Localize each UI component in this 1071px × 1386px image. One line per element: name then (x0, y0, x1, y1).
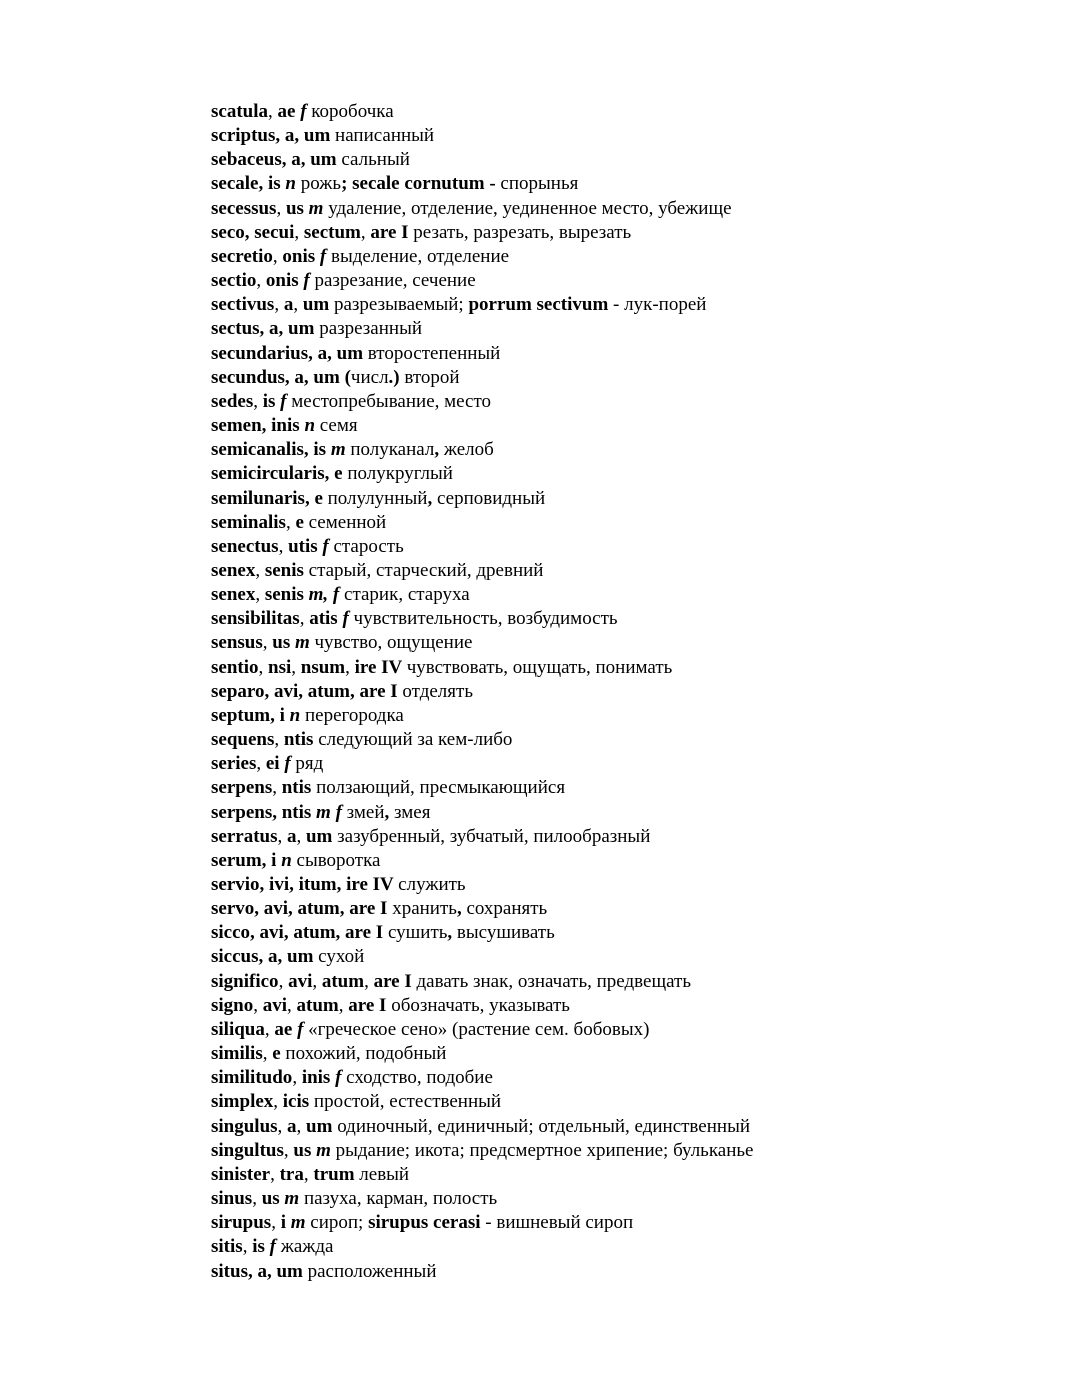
entry-segment: ряд (295, 753, 324, 775)
entry-segment: ae (277, 101, 301, 122)
entry-segment: similitudo (211, 1067, 293, 1089)
entry-segment: singultus (211, 1139, 284, 1161)
entry-segment: , (384, 801, 395, 823)
entry-segment: перегородка (304, 704, 404, 726)
dictionary-entry (211, 124, 1031, 148)
entry-segment: f (280, 390, 292, 412)
dictionary-entry (211, 1018, 1031, 1042)
entry-segment: высушивать (456, 922, 555, 944)
dictionary-entry (211, 438, 1031, 462)
entry-segment: , (293, 294, 303, 316)
entry-segment: ползающий, пресмыкающийся (316, 777, 566, 799)
entry-segment: senex (211, 584, 256, 606)
entry-segment: seminalis (211, 511, 286, 533)
entry-segment: , (270, 1163, 280, 1185)
entry-segment: , (262, 1043, 273, 1065)
entry-segment: , (456, 898, 467, 920)
entry-segment: f (319, 245, 331, 267)
dictionary-entry (211, 631, 1031, 655)
entry-segment: ntis (283, 729, 319, 751)
dictionary-entry (211, 1042, 1031, 1066)
entry-segment: ae (274, 1018, 298, 1040)
entry-segment: , (294, 221, 304, 243)
dictionary-entry (211, 583, 1031, 607)
dictionary-entry (211, 100, 1031, 124)
dictionary-entry (211, 197, 1031, 221)
entry-segment: separo, avi, atum, are I (211, 680, 403, 702)
entry-segment: давать знак, означать, предвещать (416, 970, 691, 992)
entry-segment: хранить (392, 898, 457, 920)
dictionary-entry (211, 1115, 1031, 1139)
entry-segment: , (252, 1188, 262, 1210)
entry-segment: сушить (387, 922, 448, 944)
dictionary-entry (211, 1260, 1031, 1284)
entry-segment: siccus, a, um (211, 946, 319, 968)
entry-segment: are I (348, 994, 392, 1016)
entry-segment: f (342, 608, 354, 630)
entry-segment: siliqua (211, 1018, 265, 1040)
entry-segment: местопребывание, место (291, 390, 492, 412)
entry-segment: - вишневый сироп (485, 1212, 634, 1234)
entry-segment: , (360, 221, 371, 243)
entry-segment: is (252, 1236, 270, 1258)
dictionary-entry (211, 776, 1031, 800)
entry-segment: um (305, 825, 338, 847)
dictionary-entry (211, 970, 1031, 994)
entry-segment: пазуха, карман, полость (303, 1188, 498, 1210)
entry-segment: левый (359, 1163, 410, 1185)
dictionary-entry (211, 728, 1031, 752)
entry-segment: senectus (211, 535, 279, 557)
entry-segment: serpens (211, 777, 273, 799)
entry-segment: коробочка (311, 101, 394, 122)
entry-segment: m (316, 1139, 336, 1161)
dictionary-entry-list (211, 100, 1031, 1284)
entry-segment: старый, старческий, древний (308, 559, 544, 581)
entry-segment: , (338, 994, 349, 1016)
entry-segment: um (302, 294, 334, 316)
entry-segment: расположенный (307, 1260, 437, 1282)
entry-segment: semilunaris, e (211, 487, 328, 509)
entry-segment: полулунный (327, 487, 428, 509)
dictionary-entry (211, 994, 1031, 1018)
entry-segment: sentio (211, 656, 259, 678)
dictionary-entry (211, 801, 1031, 825)
entry-segment: рыдание; икота; предсмертное хрипение; бульканье (335, 1139, 754, 1161)
dictionary-entry (211, 897, 1031, 921)
dictionary-entry (211, 1211, 1031, 1235)
entry-segment: , (278, 535, 289, 557)
entry-segment: .) (388, 366, 405, 388)
entry-segment: sedes (211, 390, 254, 412)
entry-segment: tra (279, 1163, 304, 1185)
entry-segment: f (335, 1067, 347, 1089)
entry-segment: числ (350, 366, 389, 388)
entry-segment: m (290, 1212, 311, 1234)
entry-segment: сыворотка (296, 849, 381, 871)
entry-segment: secale, is (211, 173, 286, 195)
dictionary-entry (211, 680, 1031, 704)
entry-segment: sequens (211, 729, 275, 751)
entry-segment: чувствительность, возбудимость (353, 608, 618, 630)
dictionary-entry (211, 245, 1031, 269)
dictionary-entry (211, 873, 1031, 897)
entry-segment: n (285, 173, 301, 195)
entry-segment: , (312, 970, 322, 992)
entry-segment: sicco, avi, atum, are I (211, 922, 388, 944)
dictionary-entry (211, 487, 1031, 511)
entry-segment: , (278, 970, 289, 992)
entry-segment: semen, inis (211, 415, 305, 437)
entry-segment: змей (346, 801, 385, 823)
entry-segment: avi (262, 994, 288, 1016)
entry-segment: разрезанный (319, 318, 423, 340)
entry-segment: , (274, 729, 284, 751)
entry-segment: , (296, 825, 306, 847)
dictionary-entry (211, 511, 1031, 535)
entry-segment: utis (288, 535, 323, 557)
entry-segment: , (364, 970, 374, 992)
entry-segment: semicanalis, is (211, 439, 331, 461)
entry-segment: servo, avi, atum, are I (211, 898, 393, 920)
entry-segment: m (330, 439, 351, 461)
dictionary-entry (211, 390, 1031, 414)
entry-segment: f (322, 535, 334, 557)
dictionary-entry (211, 1187, 1031, 1211)
dictionary-entry (211, 607, 1031, 631)
entry-segment: f (297, 1018, 309, 1040)
entry-segment: n (304, 415, 320, 437)
entry-segment: atum (321, 970, 365, 992)
entry-segment: удаление, отделение, уединенное место, убежище (328, 197, 732, 219)
entry-segment: сальный (341, 149, 410, 171)
entry-segment: , (268, 101, 278, 122)
entry-segment: отделять (402, 680, 473, 702)
entry-segment: senex (211, 559, 256, 581)
entry-segment: f (269, 1236, 281, 1258)
entry-segment: porrum sectivum (468, 294, 614, 316)
entry-segment: , (276, 197, 286, 219)
dictionary-entry (211, 221, 1031, 245)
entry-segment: m f (316, 801, 347, 823)
entry-segment: ; secale cornutum - (341, 173, 501, 195)
entry-segment: , (253, 390, 263, 412)
entry-segment: is (262, 390, 281, 412)
entry-segment: secundarius, a, um (211, 342, 368, 364)
entry-segment: ire IV (354, 656, 407, 678)
entry-segment: , (273, 1091, 283, 1113)
dictionary-entry (211, 704, 1031, 728)
entry-segment: зазубренный, зубчатый, пилообразный (337, 825, 651, 847)
entry-segment: simplex (211, 1091, 274, 1113)
dictionary-entry (211, 1066, 1031, 1090)
entry-segment: us (293, 1139, 317, 1161)
entry-segment: sectus, a, um (211, 318, 320, 340)
entry-segment: senis (264, 559, 309, 581)
entry-segment: secessus (211, 197, 277, 219)
entry-segment: старость (333, 535, 404, 557)
entry-segment: onis (282, 245, 320, 267)
entry-segment: обозначать, указывать (391, 994, 570, 1016)
entry-segment: , (255, 559, 265, 581)
entry-segment: змея (394, 801, 431, 823)
entry-segment: e (295, 511, 309, 533)
entry-segment: atum (296, 994, 339, 1016)
entry-segment: , (287, 994, 297, 1016)
entry-segment: , (303, 1163, 314, 1185)
entry-segment: sensus (211, 632, 263, 654)
entry-segment: разрезание, сечение (314, 270, 476, 292)
entry-segment: похожий, подобный (285, 1043, 447, 1065)
entry-segment: , (256, 753, 266, 775)
dictionary-entry (211, 1163, 1031, 1187)
entry-segment: sectivus (211, 294, 275, 316)
entry-segment: m (294, 632, 315, 654)
dictionary-entry (211, 317, 1031, 341)
entry-segment: similis (211, 1043, 263, 1065)
entry-segment: m (308, 197, 329, 219)
entry-segment: secundus, a, um ( (211, 366, 351, 388)
dictionary-entry (211, 535, 1031, 559)
entry-segment: singulus (211, 1115, 278, 1137)
entry-segment: рожь (300, 173, 342, 195)
entry-segment: serpens, ntis (211, 801, 317, 823)
entry-segment: , (262, 632, 273, 654)
entry-segment: are I (373, 970, 417, 992)
dictionary-entry (211, 148, 1031, 172)
entry-segment: sinus (211, 1188, 253, 1210)
entry-segment: спорынья (500, 173, 579, 195)
entry-segment: сухой (318, 946, 365, 968)
entry-segment: сходство, подобие (346, 1067, 493, 1089)
entry-segment: i (280, 1212, 291, 1234)
dictionary-entry (211, 1235, 1031, 1259)
entry-segment: , (277, 1115, 288, 1137)
dictionary-entry (211, 1139, 1031, 1163)
entry-segment: старик, старуха (344, 584, 470, 606)
entry-segment: situs, a, um (211, 1260, 308, 1282)
dictionary-entry (211, 656, 1031, 680)
entry-segment: «греческое сено» (растение сем. бобовых) (308, 1018, 650, 1040)
entry-segment: , (272, 777, 282, 799)
entry-segment: чувствовать, ощущать, понимать (406, 656, 673, 678)
entry-segment: полуканал (350, 439, 435, 461)
dictionary-entry (211, 1090, 1031, 1114)
entry-segment: sebaceus, a, um (211, 149, 342, 171)
entry-segment: sirupus cerasi (368, 1212, 486, 1234)
entry-segment: onis (265, 270, 304, 292)
entry-segment: sectio (211, 270, 257, 292)
dictionary-entry (211, 269, 1031, 293)
dictionary-entry (211, 366, 1031, 390)
entry-segment: семенной (308, 511, 387, 533)
entry-segment: scriptus, a, um (211, 125, 336, 147)
entry-segment: nsi (268, 656, 292, 678)
entry-segment: резать, разрезать, вырезать (413, 221, 632, 243)
entry-segment: , (274, 294, 284, 316)
entry-segment: , (285, 511, 296, 533)
entry-segment: scatula (211, 101, 268, 122)
entry-segment: , (299, 608, 310, 630)
entry-segment: sensibilitas (211, 608, 300, 630)
entry-segment: служить (398, 874, 466, 895)
entry-segment: - лук-порей (613, 294, 707, 316)
entry-segment: m, f (308, 584, 345, 606)
entry-segment: nsum (300, 656, 346, 678)
entry-segment: um (306, 1115, 338, 1137)
entry-segment: senis (264, 584, 309, 606)
dictionary-entry (211, 172, 1031, 196)
entry-segment: , (427, 487, 437, 509)
entry-segment: inis (301, 1067, 336, 1089)
entry-segment: n (289, 704, 305, 726)
entry-segment: icis (282, 1091, 314, 1113)
entry-segment: , (264, 1018, 275, 1040)
entry-segment: выделение, отделение (330, 245, 510, 267)
entry-segment: signo (211, 994, 254, 1016)
entry-segment: жажда (280, 1236, 334, 1258)
entry-segment: us (272, 632, 295, 654)
dictionary-entry (211, 414, 1031, 438)
dictionary-entry (211, 752, 1031, 776)
entry-segment: , (283, 1139, 294, 1161)
entry-segment: , (296, 1115, 307, 1137)
entry-segment: sitis (211, 1236, 243, 1258)
entry-segment: serratus (211, 825, 278, 847)
entry-segment: sectum (303, 221, 361, 243)
entry-segment: avi (288, 970, 313, 992)
entry-segment: n (281, 849, 297, 871)
entry-segment: us (285, 197, 309, 219)
entry-segment: полукруглый (347, 463, 453, 485)
dictionary-entry (211, 849, 1031, 873)
entry-segment: serum, i (211, 849, 282, 871)
entry-segment: второстепенный (367, 342, 501, 364)
entry-segment: ei (265, 753, 285, 775)
dictionary-entry (211, 921, 1031, 945)
entry-segment: sinister (211, 1163, 271, 1185)
entry-segment: , (242, 1236, 253, 1258)
entry-segment: серповидный (436, 487, 546, 509)
entry-segment: , (272, 245, 283, 267)
entry-segment: us (261, 1188, 285, 1210)
entry-segment: seco, secui (211, 221, 295, 243)
entry-segment: сохранять (466, 898, 548, 920)
entry-segment: a (283, 294, 294, 316)
entry-segment: , (277, 825, 287, 847)
entry-segment: , (345, 656, 355, 678)
entry-segment: , (447, 922, 457, 944)
entry-segment: servio, ivi, itum, ire IV (211, 874, 399, 895)
entry-segment: f (303, 270, 315, 292)
dictionary-entry (211, 342, 1031, 366)
dictionary-entry (211, 293, 1031, 317)
entry-segment: sirupus (211, 1212, 272, 1234)
entry-segment: a (286, 825, 297, 847)
entry-segment: ntis (281, 777, 317, 799)
entry-segment: , (434, 439, 444, 461)
entry-segment: f (284, 753, 296, 775)
entry-segment: significo (211, 970, 279, 992)
entry-segment: series (211, 753, 257, 775)
entry-segment: , (291, 656, 301, 678)
entry-segment: , (256, 270, 266, 292)
entry-segment: , (271, 1212, 281, 1234)
entry-segment: a (287, 1115, 297, 1137)
entry-segment: trum (313, 1163, 360, 1185)
dictionary-entry (211, 462, 1031, 486)
entry-segment: семя (319, 415, 358, 437)
entry-segment: , (255, 584, 265, 606)
dictionary-entry (211, 945, 1031, 969)
entry-segment: m (284, 1188, 304, 1210)
entry-segment: одиночный, единичный; отдельный, единственный (337, 1115, 750, 1137)
entry-segment: septum, i (211, 704, 290, 726)
dictionary-entry (211, 559, 1031, 583)
entry-segment: чувство, ощущение (314, 632, 473, 654)
entry-segment: atis (309, 608, 343, 630)
entry-segment: , (292, 1067, 302, 1089)
entry-segment: следующий за кем-либо (318, 729, 513, 751)
entry-segment: are I (370, 221, 414, 243)
entry-segment: сироп; (310, 1212, 369, 1234)
dictionary-entry (211, 825, 1031, 849)
entry-segment: простой, естественный (313, 1091, 502, 1113)
entry-segment: semicircularis, e (211, 463, 348, 485)
entry-segment: , (253, 994, 263, 1016)
entry-segment: e (272, 1043, 286, 1065)
entry-segment: secretio (211, 245, 273, 267)
entry-segment: второй (404, 366, 460, 388)
entry-segment: желоб (443, 439, 494, 461)
entry-segment: разрезываемый; (333, 294, 469, 316)
entry-segment: написанный (335, 125, 435, 147)
entry-segment: f (300, 101, 312, 122)
entry-segment: , (258, 656, 268, 678)
